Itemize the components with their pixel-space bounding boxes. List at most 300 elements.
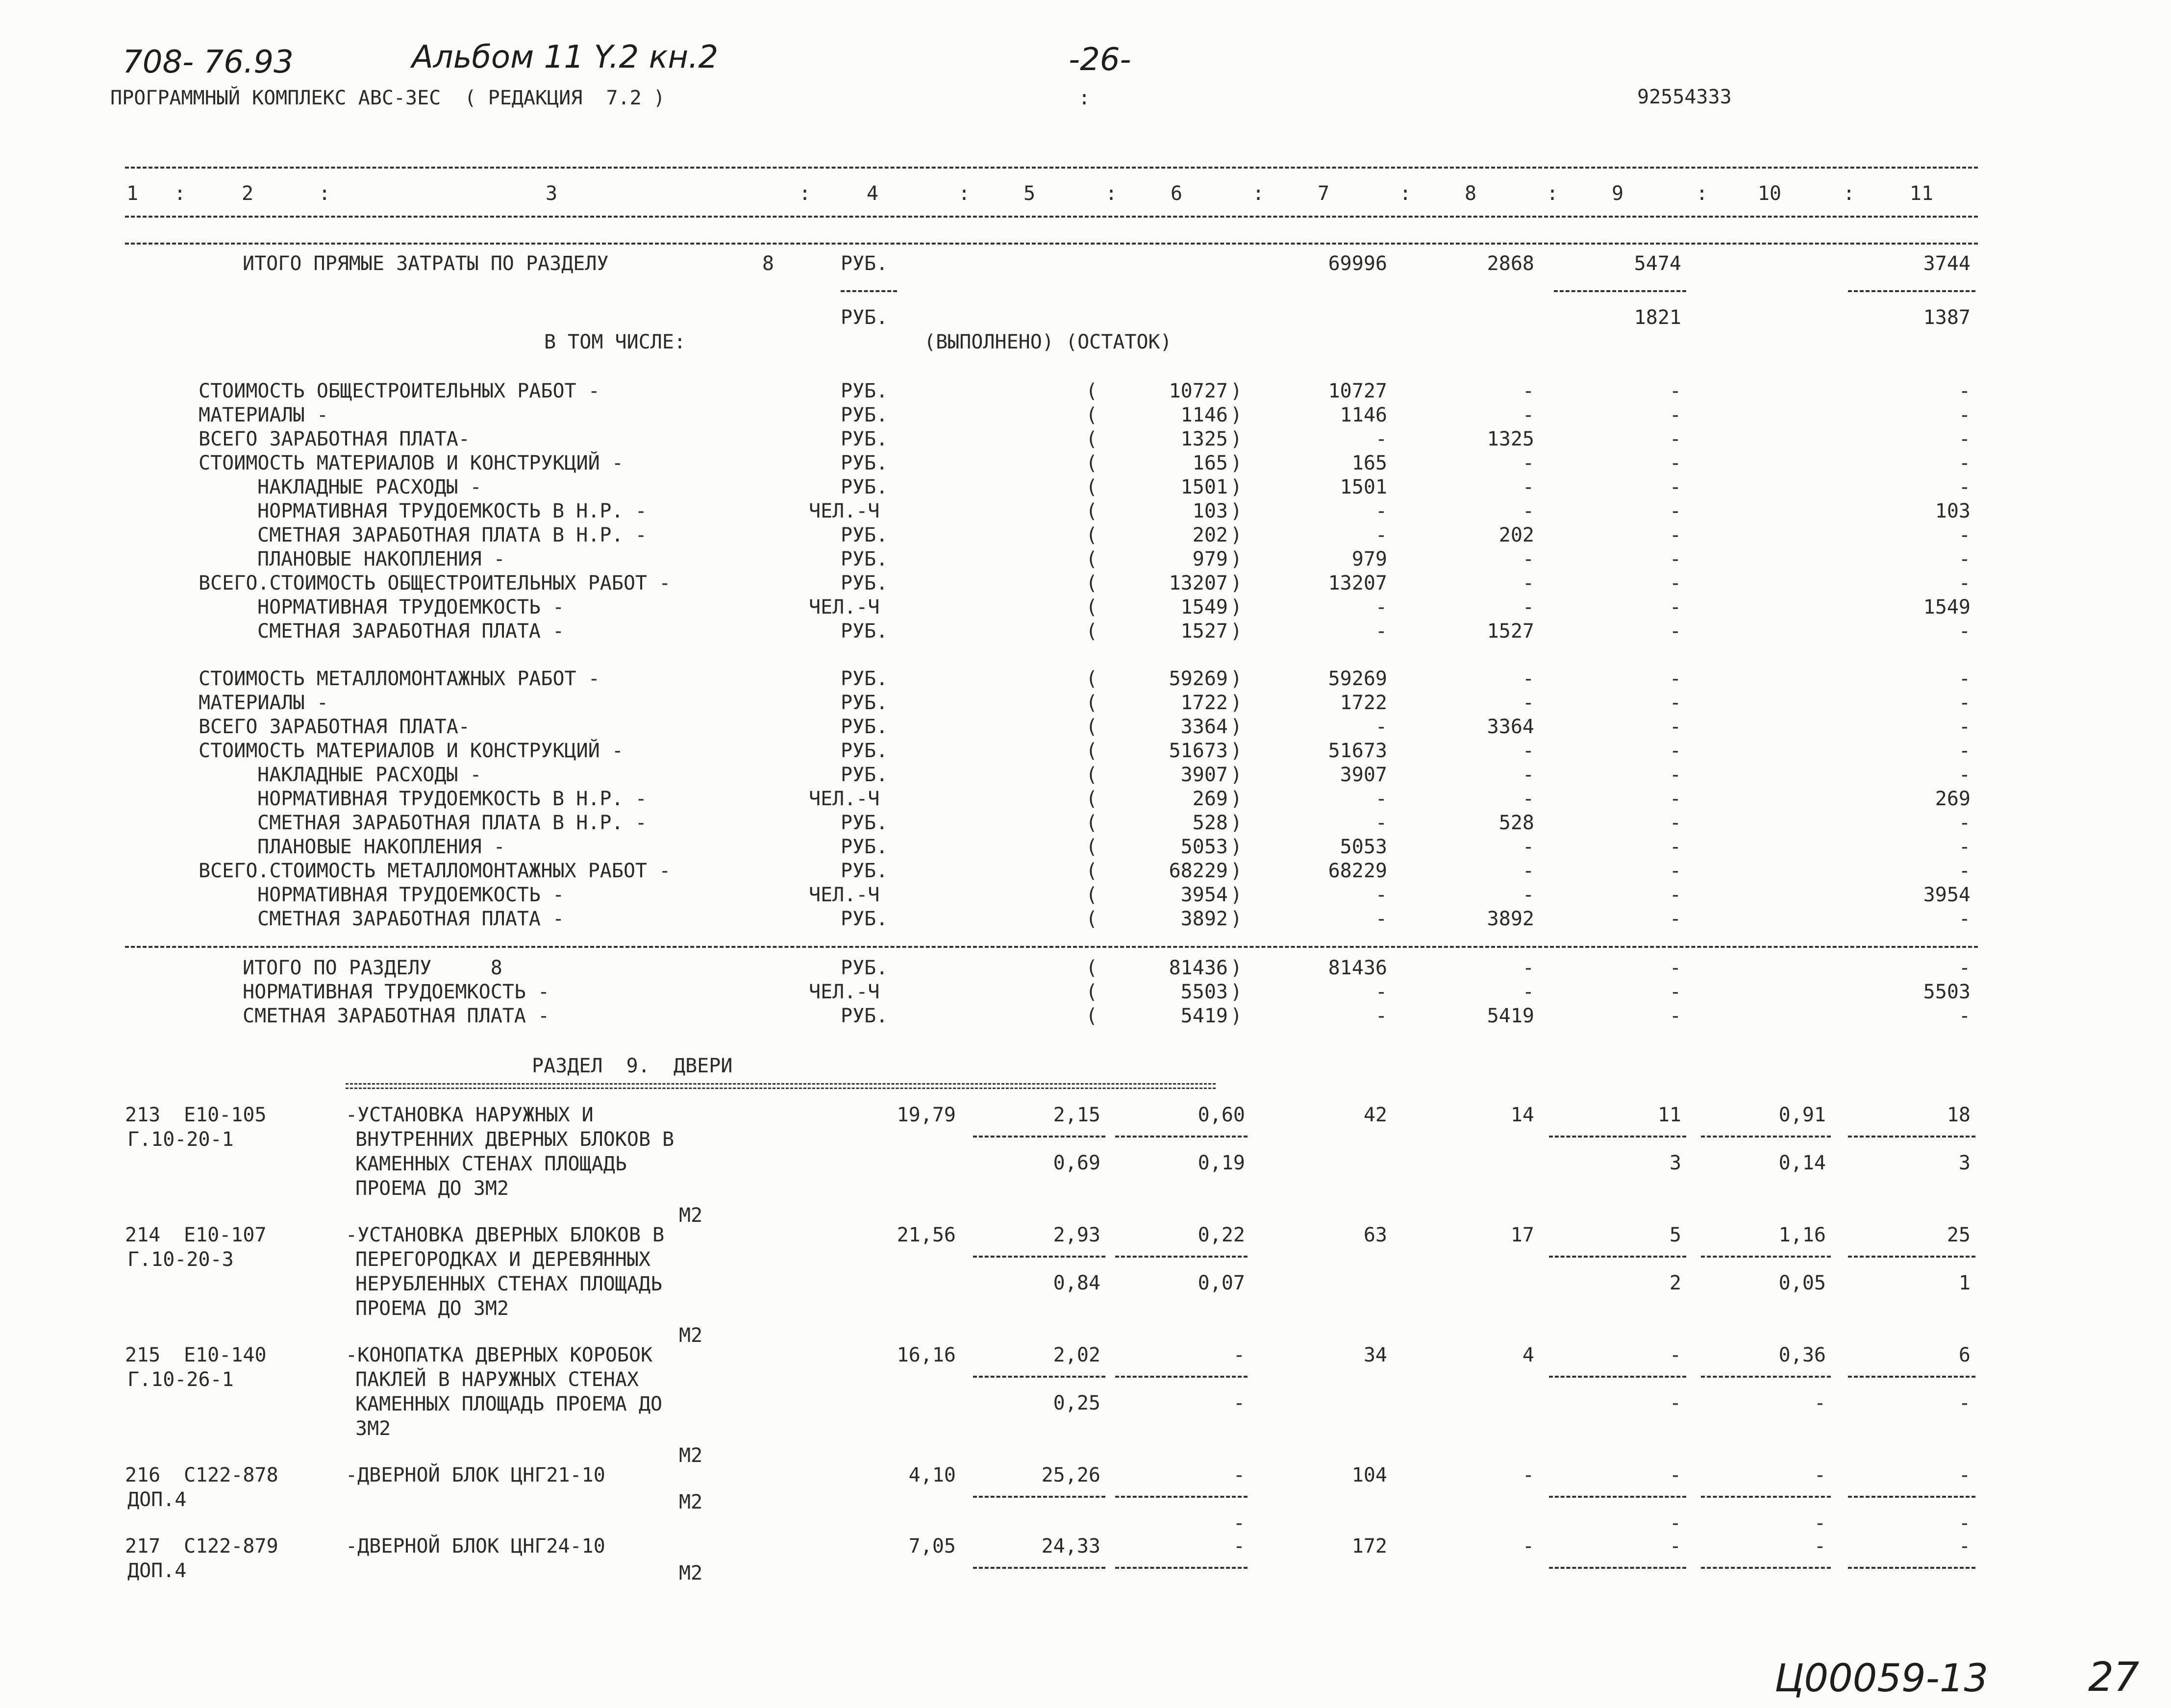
summary-row-col8: 1325 [1487,428,1534,450]
summary-row-col9: - [1669,740,1681,762]
summary-row-col11: - [1958,404,1971,426]
summary-row-value: 269 [1192,788,1228,810]
summary-row-col11: - [1958,668,1971,690]
summary-row-col8: 528 [1498,812,1534,834]
section-total-col7: - [1375,981,1387,1003]
item-underline [1701,1376,1831,1378]
section-total-value: 5503 [1180,981,1228,1003]
summary-row-unit: РУБ. [841,524,888,546]
section-total-unit: РУБ. [841,957,888,979]
summary-row-col8: - [1522,764,1534,786]
summary-row-value: 51673 [1169,740,1228,762]
item-reference: ДОП.4 [127,1559,187,1582]
summary-row-col9: - [1669,452,1681,474]
paren-open: ( [1086,957,1098,979]
section-total-name: НОРМАТИВНАЯ ТРУДОЕМКОСТЬ - [243,981,550,1003]
summary-row-value: 165 [1192,452,1228,474]
summary-row-col7: - [1375,620,1387,643]
summary-row-col9: - [1669,596,1681,619]
section-total-col8: - [1522,957,1534,979]
column-header-3: 3 [545,182,558,205]
item-description: -УСТАНОВКА НАРУЖНЫХ И [346,1104,594,1126]
item-c6: 0,22 [1198,1224,1245,1246]
summary-row-unit: РУБ. [841,620,888,643]
summary-row-col11: - [1958,812,1971,834]
summary-row-unit: ЧЕЛ.-Ч [809,788,880,810]
paren-open: ( [1086,692,1098,714]
section-total-rule [125,946,1978,948]
summary-row-col8: 202 [1498,524,1534,546]
item-c7: 42 [1363,1104,1387,1126]
column-header-1: 1 [126,182,139,205]
summary-row-name: ВСЕГО.СТОИМОСТЬ ОБЩЕСТРОИТЕЛЬНЫХ РАБОТ - [199,572,671,594]
paren-close: ) [1230,908,1243,930]
item-number: 214 [125,1224,161,1246]
col9-underline [1554,290,1686,292]
item-c7: 104 [1351,1464,1387,1486]
col11-underline [1848,290,1975,292]
summary-row-col9: - [1669,620,1681,643]
summary-row-col7: 3907 [1340,764,1387,786]
item-code: С122-879 [184,1535,278,1558]
item-unit: М2 [679,1324,703,1347]
column-header-7: 7 [1317,182,1330,205]
item-reference: Г.10-20-3 [127,1248,234,1271]
item-code: Е10-105 [184,1104,267,1126]
summary-row-col7: 59269 [1328,668,1387,690]
summary-row-unit: РУБ. [841,740,888,762]
summary-row-col8: - [1522,860,1534,882]
item-description: КАМЕННЫХ СТЕНАХ ПЛОЩАДЬ [355,1153,627,1175]
summary-row-name: ПЛАНОВЫЕ НАКОПЛЕНИЯ - [257,548,505,570]
summary-row-name: ВСЕГО.СТОИМОСТЬ МЕТАЛЛОМОНТАЖНЫХ РАБОТ - [199,860,671,882]
table-top-rule [125,167,1978,169]
double-rule [346,1083,1216,1089]
item-c7: 63 [1363,1224,1387,1246]
paren-close: ) [1230,1005,1243,1027]
summary-row-value: 1549 [1180,596,1228,619]
summary-row-col8: 1527 [1487,620,1534,643]
item-underline [1549,1496,1686,1498]
paren-open: ( [1086,476,1098,498]
summary-row-name: СТОИМОСТЬ МАТЕРИАЛОВ И КОНСТРУКЦИЙ - [199,452,624,474]
item-c5b: 0,84 [1053,1272,1100,1294]
summary-row-value: 1146 [1180,404,1228,426]
summary-row-col7: 10727 [1328,380,1387,402]
summary-row-value: 1527 [1180,620,1228,643]
summary-row-col11: - [1958,476,1971,498]
item-code: Е10-107 [184,1224,267,1246]
paren-close: ) [1230,692,1243,714]
item-c11: - [1958,1535,1971,1558]
paren-open: ( [1086,788,1098,810]
including-label: В ТОМ ЧИСЛЕ: [544,331,686,353]
summary-row-value: 528 [1192,812,1228,834]
item-description: -УСТАНОВКА ДВЕРНЫХ БЛОКОВ В [346,1224,665,1246]
item-underline [1115,1496,1248,1498]
summary-row-value: 979 [1192,548,1228,570]
header-rule-2 [125,243,1978,245]
totals-col9: 5474 [1634,252,1681,275]
section-9-title: РАЗДЕЛ 9. ДВЕРИ [532,1055,733,1077]
summary-row-col9: - [1669,716,1681,738]
totals-col7: 69996 [1328,252,1387,275]
paren-open: ( [1086,716,1098,738]
item-reference: Г.10-20-1 [127,1128,234,1151]
summary-row-col8: - [1522,668,1534,690]
item-underline [1115,1567,1248,1569]
summary-row-name: МАТЕРИАЛЫ - [199,692,328,714]
summary-row-unit: ЧЕЛ.-Ч [809,596,880,619]
paren-open: ( [1086,548,1098,570]
column-separator: : [319,182,331,205]
section-total-col11: - [1958,957,1971,979]
item-c9: - [1669,1535,1681,1558]
summary-row-col7: 1146 [1340,404,1387,426]
summary-row-col7: 68229 [1328,860,1387,882]
item-underline [1549,1136,1686,1138]
summary-row-unit: РУБ. [841,692,888,714]
paren-open: ( [1086,428,1098,450]
paren-close: ) [1230,428,1243,450]
summary-row-col8: - [1522,572,1534,594]
page-number: -26- [1069,42,1131,78]
summary-row-col11: 103 [1935,500,1971,522]
summary-row-col7: 1722 [1340,692,1387,714]
section-total-unit: ЧЕЛ.-Ч [809,981,880,1003]
paren-close: ) [1230,740,1243,762]
item-description: ПРОЕМА ДО 3М2 [355,1177,509,1200]
item-c10: - [1814,1535,1826,1558]
summary-row-col7: - [1375,884,1387,906]
summary-row-col9: - [1669,428,1681,450]
summary-row-col9: - [1669,788,1681,810]
item-c4: 16,16 [897,1344,956,1366]
summary-row-unit: РУБ. [841,572,888,594]
item-underline [1848,1376,1975,1378]
item-c4: 7,05 [908,1535,956,1558]
paren-close: ) [1230,668,1243,690]
summary-row-unit: РУБ. [841,668,888,690]
paren-close: ) [1230,380,1243,402]
item-description: ПЕРЕГОРОДКАХ И ДЕРЕВЯННЫХ [355,1248,651,1271]
summary-row-name: СТОИМОСТЬ ОБЩЕСТРОИТЕЛЬНЫХ РАБОТ - [199,380,600,402]
summary-row-col9: - [1669,476,1681,498]
summary-row-col7: 51673 [1328,740,1387,762]
section-total-value: 5419 [1180,1005,1228,1027]
item-c10b: - [1814,1512,1826,1535]
paren-close: ) [1230,596,1243,619]
item-description: ВНУТРЕННИХ ДВЕРНЫХ БЛОКОВ В [355,1128,674,1151]
section-total-col8: - [1522,981,1534,1003]
summary-row-value: 3364 [1180,716,1228,738]
summary-row-col11: - [1958,548,1971,570]
summary-row-col9: - [1669,548,1681,570]
summary-row-unit: РУБ. [841,860,888,882]
summary-row-name: СМЕТНАЯ ЗАРАБОТНАЯ ПЛАТА - [257,620,565,643]
summary-row-unit: РУБ. [841,476,888,498]
item-c5: 25,26 [1041,1464,1100,1486]
item-code: Е10-140 [184,1344,267,1366]
summary-row-col9: - [1669,812,1681,834]
summary-row-col8: 3364 [1487,716,1534,738]
item-c8: - [1522,1464,1534,1486]
paren-open: ( [1086,620,1098,643]
item-underline [973,1136,1105,1138]
item-c10b: 0,14 [1778,1152,1826,1174]
summary-row-col7: - [1375,596,1387,619]
section-total-unit: РУБ. [841,1005,888,1027]
item-c10: 1,16 [1778,1224,1826,1246]
summary-row-col9: - [1669,524,1681,546]
item-underline [1701,1496,1831,1498]
item-c4: 4,10 [908,1464,956,1486]
column-separator: : [799,182,811,205]
summary-row-name: СМЕТНАЯ ЗАРАБОТНАЯ ПЛАТА - [257,908,565,930]
summary-row-value: 1325 [1180,428,1228,450]
item-c10: 0,36 [1778,1344,1826,1366]
summary-row-col11: - [1958,524,1971,546]
item-c10b: - [1814,1392,1826,1414]
item-underline [1848,1136,1975,1138]
column-separator: : [958,182,971,205]
summary-row-unit: РУБ. [841,548,888,570]
item-description: 3М2 [355,1417,391,1440]
summary-row-col9: - [1669,380,1681,402]
stamp-number: Ц00059-13 [1774,1657,1989,1701]
item-c11b: 1 [1958,1272,1971,1294]
paren-open: ( [1086,860,1098,882]
summary-row-name: НАКЛАДНЫЕ РАСХОДЫ - [257,476,482,498]
item-c11b: - [1958,1392,1971,1414]
column-header-8: 8 [1464,182,1477,205]
column-header-4: 4 [866,182,879,205]
summary-row-col7: - [1375,500,1387,522]
summary-row-col11: - [1958,380,1971,402]
column-separator: : [1252,182,1265,205]
summary-row-value: 202 [1192,524,1228,546]
column-separator: : [1105,182,1118,205]
item-description: -ДВЕРНОЙ БЛОК ЦНГ21-10 [346,1464,605,1486]
item-c5: 2,93 [1053,1224,1100,1246]
item-c11: 6 [1958,1344,1971,1366]
summary-row-col11: - [1958,428,1971,450]
summary-row-col11: 1549 [1923,596,1971,619]
paren-close: ) [1230,788,1243,810]
section-total-col7: 81436 [1328,957,1387,979]
totals-col9-b: 1821 [1634,306,1681,329]
item-c9: 11 [1657,1104,1681,1126]
summary-row-name: НОРМАТИВНАЯ ТРУДОЕМКОСТЬ В Н.Р. - [257,788,647,810]
item-code: С122-878 [184,1464,278,1486]
summary-row-value: 3954 [1180,884,1228,906]
summary-row-col7: 13207 [1328,572,1387,594]
item-c9b: - [1669,1392,1681,1414]
paren-open: ( [1086,500,1098,522]
summary-row-unit: ЧЕЛ.-Ч [809,884,880,906]
item-description: -КОНОПАТКА ДВЕРНЫХ КОРОБОК [346,1344,653,1366]
paren-close: ) [1230,620,1243,643]
item-c10: - [1814,1464,1826,1486]
column-header-5: 5 [1023,182,1036,205]
paren-close: ) [1230,716,1243,738]
section-total-col7: - [1375,1005,1387,1027]
item-underline [1701,1136,1831,1138]
paren-close: ) [1230,548,1243,570]
summary-row-col7: 1501 [1340,476,1387,498]
column-header-6: 6 [1170,182,1183,205]
paren-close: ) [1230,957,1243,979]
item-c11: 25 [1946,1224,1971,1246]
paren-open: ( [1086,668,1098,690]
item-c5: 2,02 [1053,1344,1100,1366]
item-c10b: 0,05 [1778,1272,1826,1294]
summary-row-col8: - [1522,740,1534,762]
paren-open: ( [1086,380,1098,402]
column-separator: : [1696,182,1708,205]
section-total-col9: - [1669,981,1681,1003]
summary-row-col9: - [1669,836,1681,858]
item-c11: 18 [1946,1104,1971,1126]
paren-close: ) [1230,572,1243,594]
item-c9: - [1669,1464,1681,1486]
section-total-col9: - [1669,1005,1681,1027]
item-c11b: - [1958,1512,1971,1535]
summary-row-col7: 979 [1351,548,1387,570]
paren-close: ) [1230,404,1243,426]
item-underline [973,1256,1105,1258]
summary-row-col7: - [1375,908,1387,930]
item-underline [1848,1256,1975,1258]
summary-row-unit: РУБ. [841,716,888,738]
summary-row-col11: - [1958,452,1971,474]
summary-row-col11: - [1958,836,1971,858]
summary-row-unit: РУБ. [841,380,888,402]
item-c6b: - [1233,1392,1245,1414]
summary-row-col7: 165 [1351,452,1387,474]
paren-open: ( [1086,836,1098,858]
summary-row-col8: - [1522,596,1534,619]
item-c8: 14 [1510,1104,1534,1126]
summary-row-value: 13207 [1169,572,1228,594]
column-header-11: 11 [1909,182,1934,205]
summary-row-unit: РУБ. [841,812,888,834]
summary-row-col8: - [1522,380,1534,402]
summary-row-col11: - [1958,572,1971,594]
column-separator: : [1843,182,1855,205]
item-number: 217 [125,1535,161,1558]
paren-open: ( [1086,884,1098,906]
paren-close: ) [1230,452,1243,474]
summary-row-value: 3892 [1180,908,1228,930]
header-mark: : [1078,87,1091,109]
summary-row-name: НОРМАТИВНАЯ ТРУДОЕМКОСТЬ В Н.Р. - [257,500,647,522]
summary-row-unit: РУБ. [841,404,888,426]
section-total-col11: - [1958,1005,1971,1027]
paren-open: ( [1086,572,1098,594]
item-description: КАМЕННЫХ ПЛОЩАДЬ ПРОЕМА ДО [355,1393,663,1415]
item-description: -ДВЕРНОЙ БЛОК ЦНГ24-10 [346,1535,605,1558]
item-description: ПАКЛЕЙ В НАРУЖНЫХ СТЕНАХ [355,1368,639,1391]
paren-open: ( [1086,404,1098,426]
summary-row-value: 59269 [1169,668,1228,690]
paren-close: ) [1230,981,1243,1003]
summary-row-col7: - [1375,812,1387,834]
summary-row-unit: РУБ. [841,428,888,450]
doc-code: 708- 76.93 [123,44,294,80]
item-description: ПРОЕМА ДО 3М2 [355,1297,509,1320]
summary-row-name: ВСЕГО ЗАРАБОТНАЯ ПЛАТА- [199,428,470,450]
paren-close: ) [1230,476,1243,498]
item-number: 213 [125,1104,161,1126]
summary-row-col7: - [1375,524,1387,546]
item-reference: ДОП.4 [127,1488,187,1511]
item-underline [1701,1567,1831,1569]
item-c9b: - [1669,1512,1681,1535]
summary-row-col9: - [1669,500,1681,522]
paren-open: ( [1086,1005,1098,1027]
paren-open: ( [1086,596,1098,619]
summary-row-value: 103 [1192,500,1228,522]
item-c11b: 3 [1958,1152,1971,1174]
summary-row-col11: 269 [1935,788,1971,810]
item-unit: М2 [679,1444,703,1467]
item-underline [1701,1256,1831,1258]
summary-row-col9: - [1669,884,1681,906]
section-total-col8: 5419 [1487,1005,1534,1027]
item-unit: М2 [679,1204,703,1227]
section-total-value: 81436 [1169,957,1228,979]
summary-row-col11: - [1958,908,1971,930]
column-separator: : [1547,182,1559,205]
summary-row-col8: - [1522,500,1534,522]
summary-row-value: 1501 [1180,476,1228,498]
totals-label: ИТОГО ПРЯМЫЕ ЗАТРАТЫ ПО РАЗДЕЛУ [243,252,609,275]
column-header-10: 10 [1757,182,1782,205]
paren-open: ( [1086,908,1098,930]
summary-row-name: СТОИМОСТЬ МЕТАЛЛОМОНТАЖНЫХ РАБОТ - [199,668,600,690]
item-c8: - [1522,1535,1534,1558]
item-underline [1549,1256,1686,1258]
summary-row-col11: - [1958,620,1971,643]
column-header-2: 2 [241,182,254,205]
paren-open: ( [1086,981,1098,1003]
summary-row-col11: - [1958,692,1971,714]
summary-row-col8: - [1522,476,1534,498]
item-underline [973,1376,1105,1378]
paren-close: ) [1230,524,1243,546]
summary-row-col8: 3892 [1487,908,1534,930]
item-c9b: 3 [1669,1152,1681,1174]
item-number: 216 [125,1464,161,1486]
column-header-9: 9 [1611,182,1624,205]
summary-row-value: 5053 [1180,836,1228,858]
header-rule [125,216,1978,218]
summary-row-col8: - [1522,884,1534,906]
totals-col8: 2868 [1487,252,1534,275]
item-c6b: 0,19 [1198,1152,1245,1174]
item-underline [1848,1496,1975,1498]
paren-close: ) [1230,884,1243,906]
done-remaining-label: (ВЫПОЛНЕНО) (ОСТАТОК) [924,331,1172,353]
item-c8: 4 [1522,1344,1534,1366]
summary-row-col7: - [1375,716,1387,738]
summary-row-col9: - [1669,764,1681,786]
item-c6: 0,60 [1198,1104,1245,1126]
item-c6b: - [1233,1512,1245,1535]
item-c4: 21,56 [897,1224,956,1246]
item-c6b: 0,07 [1198,1272,1245,1294]
